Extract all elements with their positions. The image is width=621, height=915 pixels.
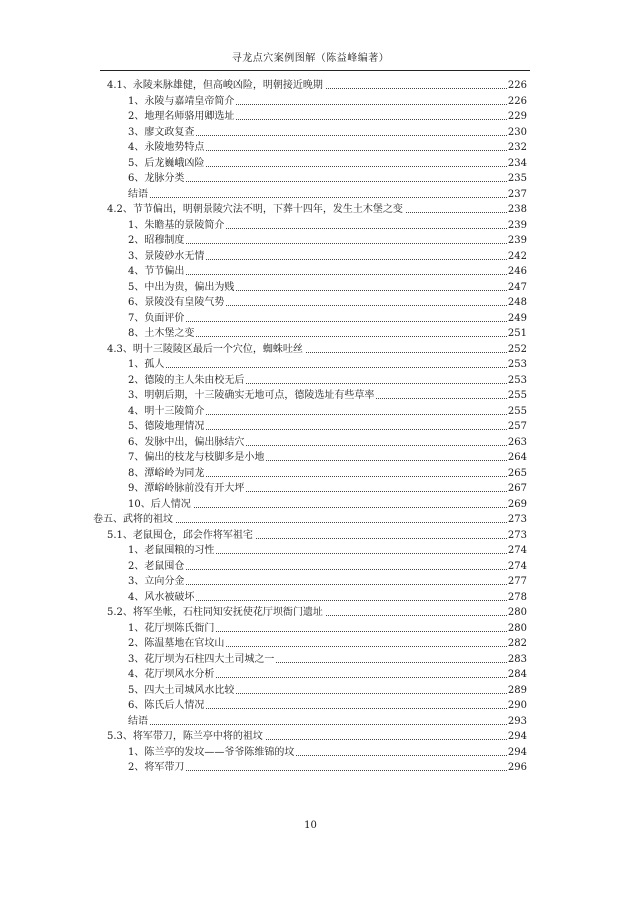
dot-leader xyxy=(128,197,527,198)
toc-entry-title: 3、立向分金 xyxy=(128,574,186,590)
toc-entry-title: 1、陈兰亭的发坟——爷爷陈维锦的坟 xyxy=(128,745,296,761)
toc-entry[interactable] xyxy=(0,388,621,404)
toc-entry[interactable] xyxy=(0,264,621,280)
toc-entry-page: 235 xyxy=(507,171,527,187)
toc-entry[interactable] xyxy=(0,590,621,606)
toc-entry[interactable] xyxy=(0,171,621,187)
toc-entry[interactable] xyxy=(0,218,621,234)
toc-entry-page: 232 xyxy=(507,140,527,156)
toc-entry[interactable] xyxy=(0,404,621,420)
toc-entry-page: 255 xyxy=(507,388,527,404)
toc-entry-title: 6、景陵没有皇陵气势 xyxy=(128,295,226,311)
header-rule xyxy=(100,70,530,71)
toc-entry-title: 3、明朝后期，十三陵确实无地可点，德陵选址有些草率 xyxy=(128,388,376,404)
toc-entry-title: 6、龙脉分类 xyxy=(128,171,186,187)
toc-entry-title: 4、风水被破坏 xyxy=(128,590,196,606)
toc-entry-page: 293 xyxy=(507,714,527,730)
toc-entry-page: 289 xyxy=(507,683,527,699)
toc-entry-page: 283 xyxy=(507,652,527,668)
toc-entry-title: 1、花厅坝陈氏衙门 xyxy=(128,621,216,637)
toc-entry-title: 5.3、将军带刀，陈兰亭中将的祖坟 xyxy=(107,729,265,745)
toc-entry-title: 8、土木堡之变 xyxy=(128,326,196,342)
toc-entry-page: 252 xyxy=(507,342,527,358)
toc-entry-title: 3、景陵砂水无情 xyxy=(128,249,206,265)
toc-entry-title: 2、昭穆制度 xyxy=(128,233,186,249)
toc-entry-page: 226 xyxy=(507,94,527,110)
toc-entry[interactable] xyxy=(0,497,621,513)
toc-entry[interactable] xyxy=(0,714,621,730)
toc-entry-page: 257 xyxy=(507,419,527,435)
toc-entry-page: 267 xyxy=(507,481,527,497)
toc-entry-title: 8、潭峪岭为同龙 xyxy=(128,466,206,482)
toc-entry-title: 1、朱瞻基的景陵简介 xyxy=(128,218,226,234)
toc-entry-page: 234 xyxy=(507,156,527,172)
toc-entry-page: 226 xyxy=(507,78,527,94)
toc-entry[interactable] xyxy=(0,373,621,389)
toc-entry[interactable] xyxy=(0,683,621,699)
toc-entry[interactable] xyxy=(0,249,621,265)
toc-entry[interactable] xyxy=(0,280,621,296)
toc-entry-page: 273 xyxy=(507,528,527,544)
toc-entry-title: 7、偏出的枝龙与枝脚多是小地 xyxy=(128,450,266,466)
toc-entry[interactable] xyxy=(0,156,621,172)
toc-entry-title: 4、明十三陵简介 xyxy=(128,404,206,420)
toc-entry[interactable] xyxy=(0,295,621,311)
toc-entry-page: 274 xyxy=(507,559,527,575)
toc-entry-page: 282 xyxy=(507,636,527,652)
toc-entry-title: 1、永陵与嘉靖皇帝简介 xyxy=(128,94,236,110)
toc-entry-page: 230 xyxy=(507,125,527,141)
toc-entry-title: 2、地理名师骆用卿选址 xyxy=(128,109,236,125)
toc-entry[interactable] xyxy=(0,481,621,497)
toc-entry[interactable] xyxy=(0,636,621,652)
toc-entry-page: 239 xyxy=(507,218,527,234)
toc-entry[interactable] xyxy=(0,745,621,761)
toc-entry-title: 5、四大土司城风水比较 xyxy=(128,683,236,699)
toc-entry-title: 6、发脉中出，偏出脉结穴 xyxy=(128,435,246,451)
toc-entry-title: 3、花厅坝为石柱四大土司城之一 xyxy=(128,652,276,668)
toc-entry-page: 294 xyxy=(507,729,527,745)
toc-entry-page: 229 xyxy=(507,109,527,125)
toc-entry-title: 5.1、老鼠囤仓，邱会作将军祖宅 xyxy=(107,528,255,544)
toc-entry[interactable] xyxy=(0,559,621,575)
toc-entry[interactable] xyxy=(0,435,621,451)
dot-leader xyxy=(128,243,527,244)
toc-entry[interactable] xyxy=(0,233,621,249)
toc-entry-title: 4、永陵地势特点 xyxy=(128,140,206,156)
toc-entry[interactable] xyxy=(0,357,621,373)
toc-entry-title: 2、陈温墓地在官坟山 xyxy=(128,636,226,652)
toc-entry-title: 4、节节偏出 xyxy=(128,264,186,280)
toc-entry[interactable] xyxy=(0,528,621,544)
toc-entry[interactable] xyxy=(0,125,621,141)
toc-entry-title: 结语 xyxy=(128,187,150,203)
toc-entry-page: 296 xyxy=(507,760,527,776)
toc-entry-page: 273 xyxy=(507,512,527,528)
toc-entry[interactable] xyxy=(0,621,621,637)
toc-entry-page: 263 xyxy=(507,435,527,451)
toc-entry-title: 卷五、武将的祖坟 xyxy=(93,512,175,528)
toc-entry-page: 290 xyxy=(507,698,527,714)
toc-entry-page: 251 xyxy=(507,326,527,342)
toc-entry-page: 264 xyxy=(507,450,527,466)
toc-entry-title: 5、后龙巍峨凶险 xyxy=(128,156,206,172)
toc-entry-title: 5.2、将军坐帐，石柱同知安抚使花厅坝衙门遗址 xyxy=(107,605,325,621)
toc-entry-page: 274 xyxy=(507,543,527,559)
toc-entry-title: 4.2、节节偏出，明朝景陵穴法不明，下葬十四年，发生土木堡之变 xyxy=(107,202,405,218)
toc-entry-page: 280 xyxy=(507,621,527,637)
toc-entry-page: 248 xyxy=(507,295,527,311)
toc-entry[interactable] xyxy=(0,574,621,590)
dot-leader xyxy=(128,367,527,368)
dot-leader xyxy=(128,724,527,725)
running-header: 寻龙点穴案例图解（陈益峰编著） xyxy=(231,53,390,64)
toc-entry[interactable] xyxy=(0,667,621,683)
toc-entry-page: 247 xyxy=(507,280,527,296)
toc-entry[interactable] xyxy=(0,78,621,94)
dot-leader xyxy=(128,181,527,182)
table-of-contents xyxy=(0,78,621,776)
toc-entry[interactable] xyxy=(0,512,621,528)
toc-entry-page: 284 xyxy=(507,667,527,683)
toc-entry-title: 1、老鼠囤粮的习性 xyxy=(128,543,216,559)
toc-entry[interactable] xyxy=(0,729,621,745)
toc-entry[interactable] xyxy=(0,760,621,776)
toc-entry-title: 7、负面评价 xyxy=(128,311,186,327)
toc-entry[interactable] xyxy=(0,605,621,621)
toc-entry-page: 238 xyxy=(507,202,527,218)
toc-entry-page: 265 xyxy=(507,466,527,482)
toc-entry[interactable] xyxy=(0,450,621,466)
dot-leader xyxy=(128,569,527,570)
toc-entry[interactable] xyxy=(0,94,621,110)
toc-entry-page: 253 xyxy=(507,373,527,389)
toc-entry-title: 1、孤人 xyxy=(128,357,166,373)
toc-entry-title: 9、潭峪岭脉前没有开大坪 xyxy=(128,481,246,497)
toc-entry-page: 242 xyxy=(507,249,527,265)
toc-entry-title: 4.1、永陵来脉雄健，但高峻凶险，明朝接近晚期 xyxy=(107,78,325,94)
toc-entry-title: 4.3、明十三陵陵区最后一个穴位，蜘蛛吐丝 xyxy=(107,342,305,358)
toc-entry-page: 277 xyxy=(507,574,527,590)
toc-entry-title: 5、中出为贵，偏出为贱 xyxy=(128,280,236,296)
toc-entry-title: 6、陈氏后人情况 xyxy=(128,698,206,714)
toc-entry-page: 253 xyxy=(507,357,527,373)
toc-entry[interactable] xyxy=(0,202,621,218)
toc-entry-page: 294 xyxy=(507,745,527,761)
toc-entry-title: 2、德陵的主人朱由校无后 xyxy=(128,373,246,389)
toc-entry-title: 结语 xyxy=(128,714,150,730)
toc-entry[interactable] xyxy=(0,311,621,327)
dot-leader xyxy=(128,584,527,585)
toc-entry[interactable] xyxy=(0,326,621,342)
toc-entry[interactable] xyxy=(0,652,621,668)
toc-entry-page: 280 xyxy=(507,605,527,621)
toc-entry-title: 4、花厅坝风水分析 xyxy=(128,667,216,683)
toc-entry-page: 278 xyxy=(507,590,527,606)
toc-entry[interactable] xyxy=(0,187,621,203)
toc-entry-title: 2、将军带刀 xyxy=(128,760,186,776)
toc-entry-title: 10、后人情况 xyxy=(128,497,193,513)
toc-entry-page: 249 xyxy=(507,311,527,327)
toc-entry-title: 2、老鼠囤仓 xyxy=(128,559,186,575)
dot-leader xyxy=(128,770,527,771)
toc-entry-page: 237 xyxy=(507,187,527,203)
toc-entry[interactable] xyxy=(0,109,621,125)
toc-entry-title: 5、德陵地理情况 xyxy=(128,419,206,435)
toc-entry[interactable] xyxy=(0,140,621,156)
toc-entry[interactable] xyxy=(0,466,621,482)
toc-entry[interactable] xyxy=(0,419,621,435)
toc-entry[interactable] xyxy=(0,342,621,358)
toc-entry-title: 3、廖文政复查 xyxy=(128,125,196,141)
toc-entry-page: 269 xyxy=(507,497,527,513)
toc-entry-page: 239 xyxy=(507,233,527,249)
dot-leader xyxy=(128,321,527,322)
toc-entry-page: 255 xyxy=(507,404,527,420)
page-number: 10 xyxy=(304,820,317,831)
toc-entry[interactable] xyxy=(0,543,621,559)
toc-entry[interactable] xyxy=(0,698,621,714)
toc-entry-page: 246 xyxy=(507,264,527,280)
dot-leader xyxy=(128,274,527,275)
